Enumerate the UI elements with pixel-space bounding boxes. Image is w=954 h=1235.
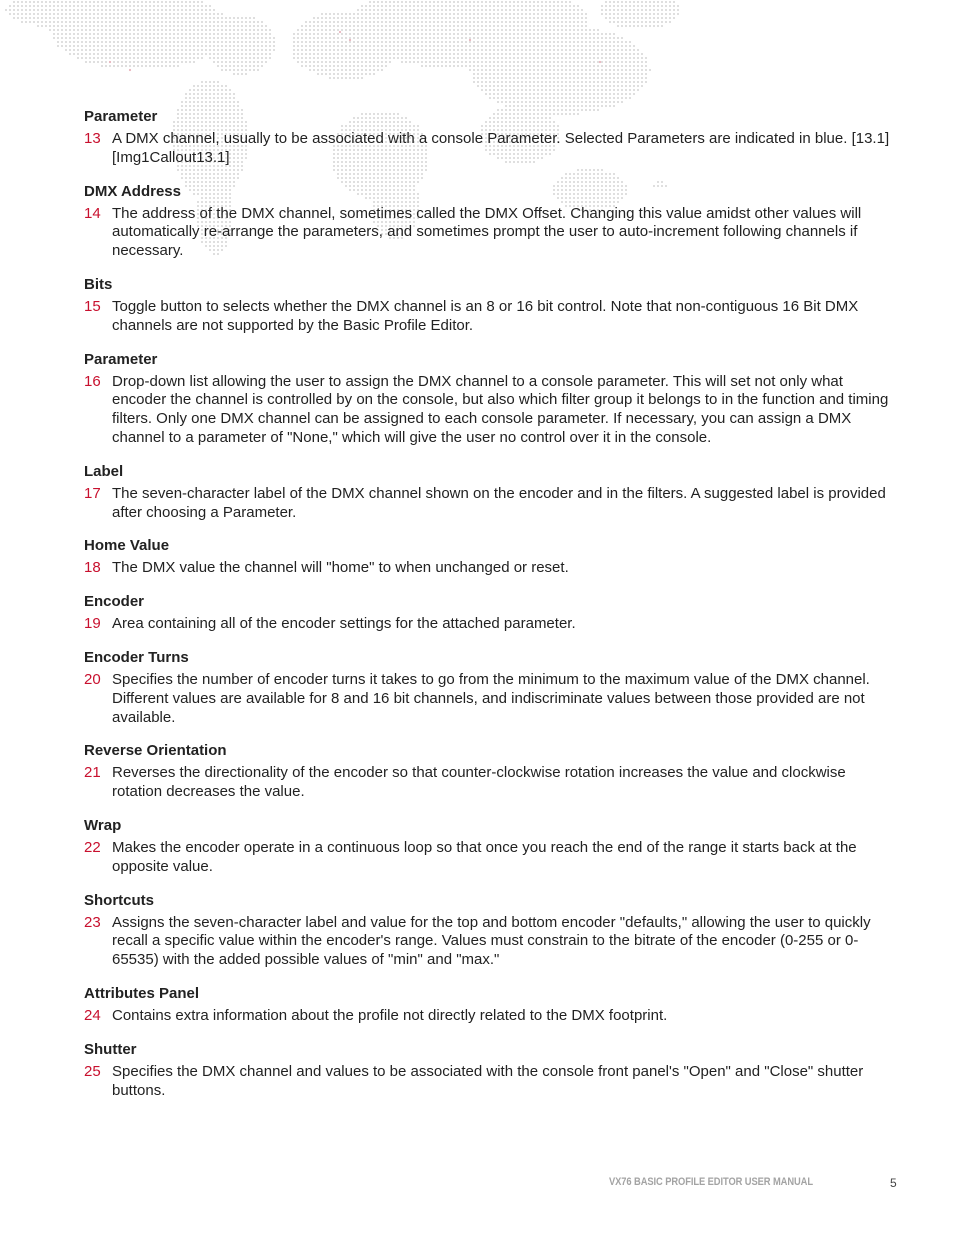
entry-heading: DMX Address [84, 182, 181, 200]
entry-item [84, 1063, 899, 1101]
entry-15 [84, 276, 899, 336]
entry-heading: Reverse Orientation [84, 742, 227, 760]
entry-description: Reverses the directionality of the encoder so that counter-clockwise rotation increases the value and clockwise rotation decreases the value. [112, 764, 846, 801]
entry-18 [84, 537, 899, 578]
entry-description: The address of the DMX channel, sometimes called the DMX Offset. Changing this value amidst other values will automatically re-arrange the parameters, and sometimes prompt the user to auto-increment following channels if necessary. [112, 204, 862, 260]
callout-number: 21 [84, 764, 101, 782]
entry-heading: Encoder [84, 593, 145, 611]
callout-number: 18 [84, 559, 101, 577]
entry-heading: Parameter [84, 350, 158, 368]
page-number: 5 [890, 1176, 897, 1190]
entry-heading: Attributes Panel [84, 984, 200, 1002]
entry-21 [84, 742, 899, 802]
entry-22 [84, 817, 899, 877]
entry-description: Specifies the number of encoder turns it takes to go from the minimum to the maximum value of the DMX channel. Different values are available for 8 and 16 bit channels, and indiscriminate values between those provided are not available. [112, 670, 870, 726]
entry-heading: Encoder Turns [84, 648, 189, 666]
callout-number: 13 [84, 130, 101, 147]
callout-number: 14 [84, 204, 101, 222]
entry-description: Makes the encoder operate in a continuous loop so that once you reach the end of the range it starts back at the opposite value. [112, 838, 857, 875]
entry-description: Assigns the seven-character label and value for the top and bottom encoder "defaults," allowing the user to quickly recall a specific value within the encoder's range. Values must constrain to the bitrate of the encoder (0-255 or 0-65535) with the added possible values of "min" and "max." [112, 913, 871, 969]
callout-number: 19 [84, 615, 101, 633]
entry-heading: Home Value [84, 537, 170, 555]
callout-number: 20 [84, 670, 101, 688]
entry-item [84, 671, 899, 727]
entry-description: Contains extra information about the profile not directly related to the DMX footprint. [112, 1006, 668, 1024]
footer-manual-title: VX76 BASIC PROFILE EDITOR USER MANUAL [609, 1176, 813, 1188]
entry-description: Area containing all of the encoder settings for the attached parameter. [112, 615, 576, 633]
entry-description: The DMX value the channel will "home" to when unchanged or reset. [112, 559, 569, 577]
callout-number: 17 [84, 484, 101, 502]
callout-number: 16 [84, 372, 101, 390]
entry-description: A DMX channel, usually to be associated with a console Parameter. Selected Parameters are indicated in blue. [13.1] [Img1Callout13.1] [112, 130, 890, 166]
entry-item [84, 764, 899, 802]
entry-heading: Parameter [84, 108, 158, 125]
entry-25 [84, 1041, 899, 1101]
entry-heading: Bits [84, 275, 113, 293]
entry-item [84, 130, 899, 168]
entry-item [84, 839, 899, 877]
entry-item [84, 914, 899, 970]
entry-item [84, 205, 899, 261]
entry-20 [84, 649, 899, 727]
callout-number: 23 [84, 913, 101, 931]
entry-item [84, 1007, 899, 1026]
entry-item [84, 373, 899, 448]
callout-number: 22 [84, 838, 101, 856]
entry-item [84, 559, 899, 578]
entry-14 [84, 183, 899, 261]
entry-heading: Wrap [84, 816, 122, 834]
entry-13 [84, 108, 899, 168]
parameter-descriptions [84, 108, 899, 1115]
entry-item [84, 615, 899, 634]
callout-number: 15 [84, 297, 101, 315]
entry-24 [84, 985, 899, 1026]
entry-17 [84, 463, 899, 523]
entry-23 [84, 892, 899, 970]
page-footer [0, 1176, 954, 1192]
entry-heading: Shutter [84, 1040, 137, 1058]
callout-number: 24 [84, 1006, 101, 1024]
entry-heading: Label [84, 462, 124, 480]
entry-description: Toggle button to selects whether the DMX channel is an 8 or 16 bit control. Note that non-contiguous 16 Bit DMX channels are not supported by the Basic Profile Editor. [112, 297, 859, 334]
entry-19 [84, 593, 899, 634]
entry-item [84, 485, 899, 523]
entry-description: Drop-down list allowing the user to assign the DMX channel to a console parameter. This will set not only what encoder the channel is controlled by on the console, but also which filter group it belongs to in the function and timing filters. Only one DMX channel can be assigned to each console parameter. If necessary, you can assign a DMX channel to a parameter of "None," which will give the user no control over it in the console. [112, 372, 889, 446]
entry-description: The seven-character label of the DMX channel shown on the encoder and in the filters. A suggested label is provided after choosing a Parameter. [112, 484, 886, 521]
entry-item [84, 298, 899, 336]
entry-description: Specifies the DMX channel and values to be associated with the console front panel's "Open" and "Close" shutter buttons. [112, 1062, 864, 1099]
entry-heading: Shortcuts [84, 891, 155, 909]
callout-number: 25 [84, 1062, 101, 1080]
entry-16 [84, 351, 899, 448]
